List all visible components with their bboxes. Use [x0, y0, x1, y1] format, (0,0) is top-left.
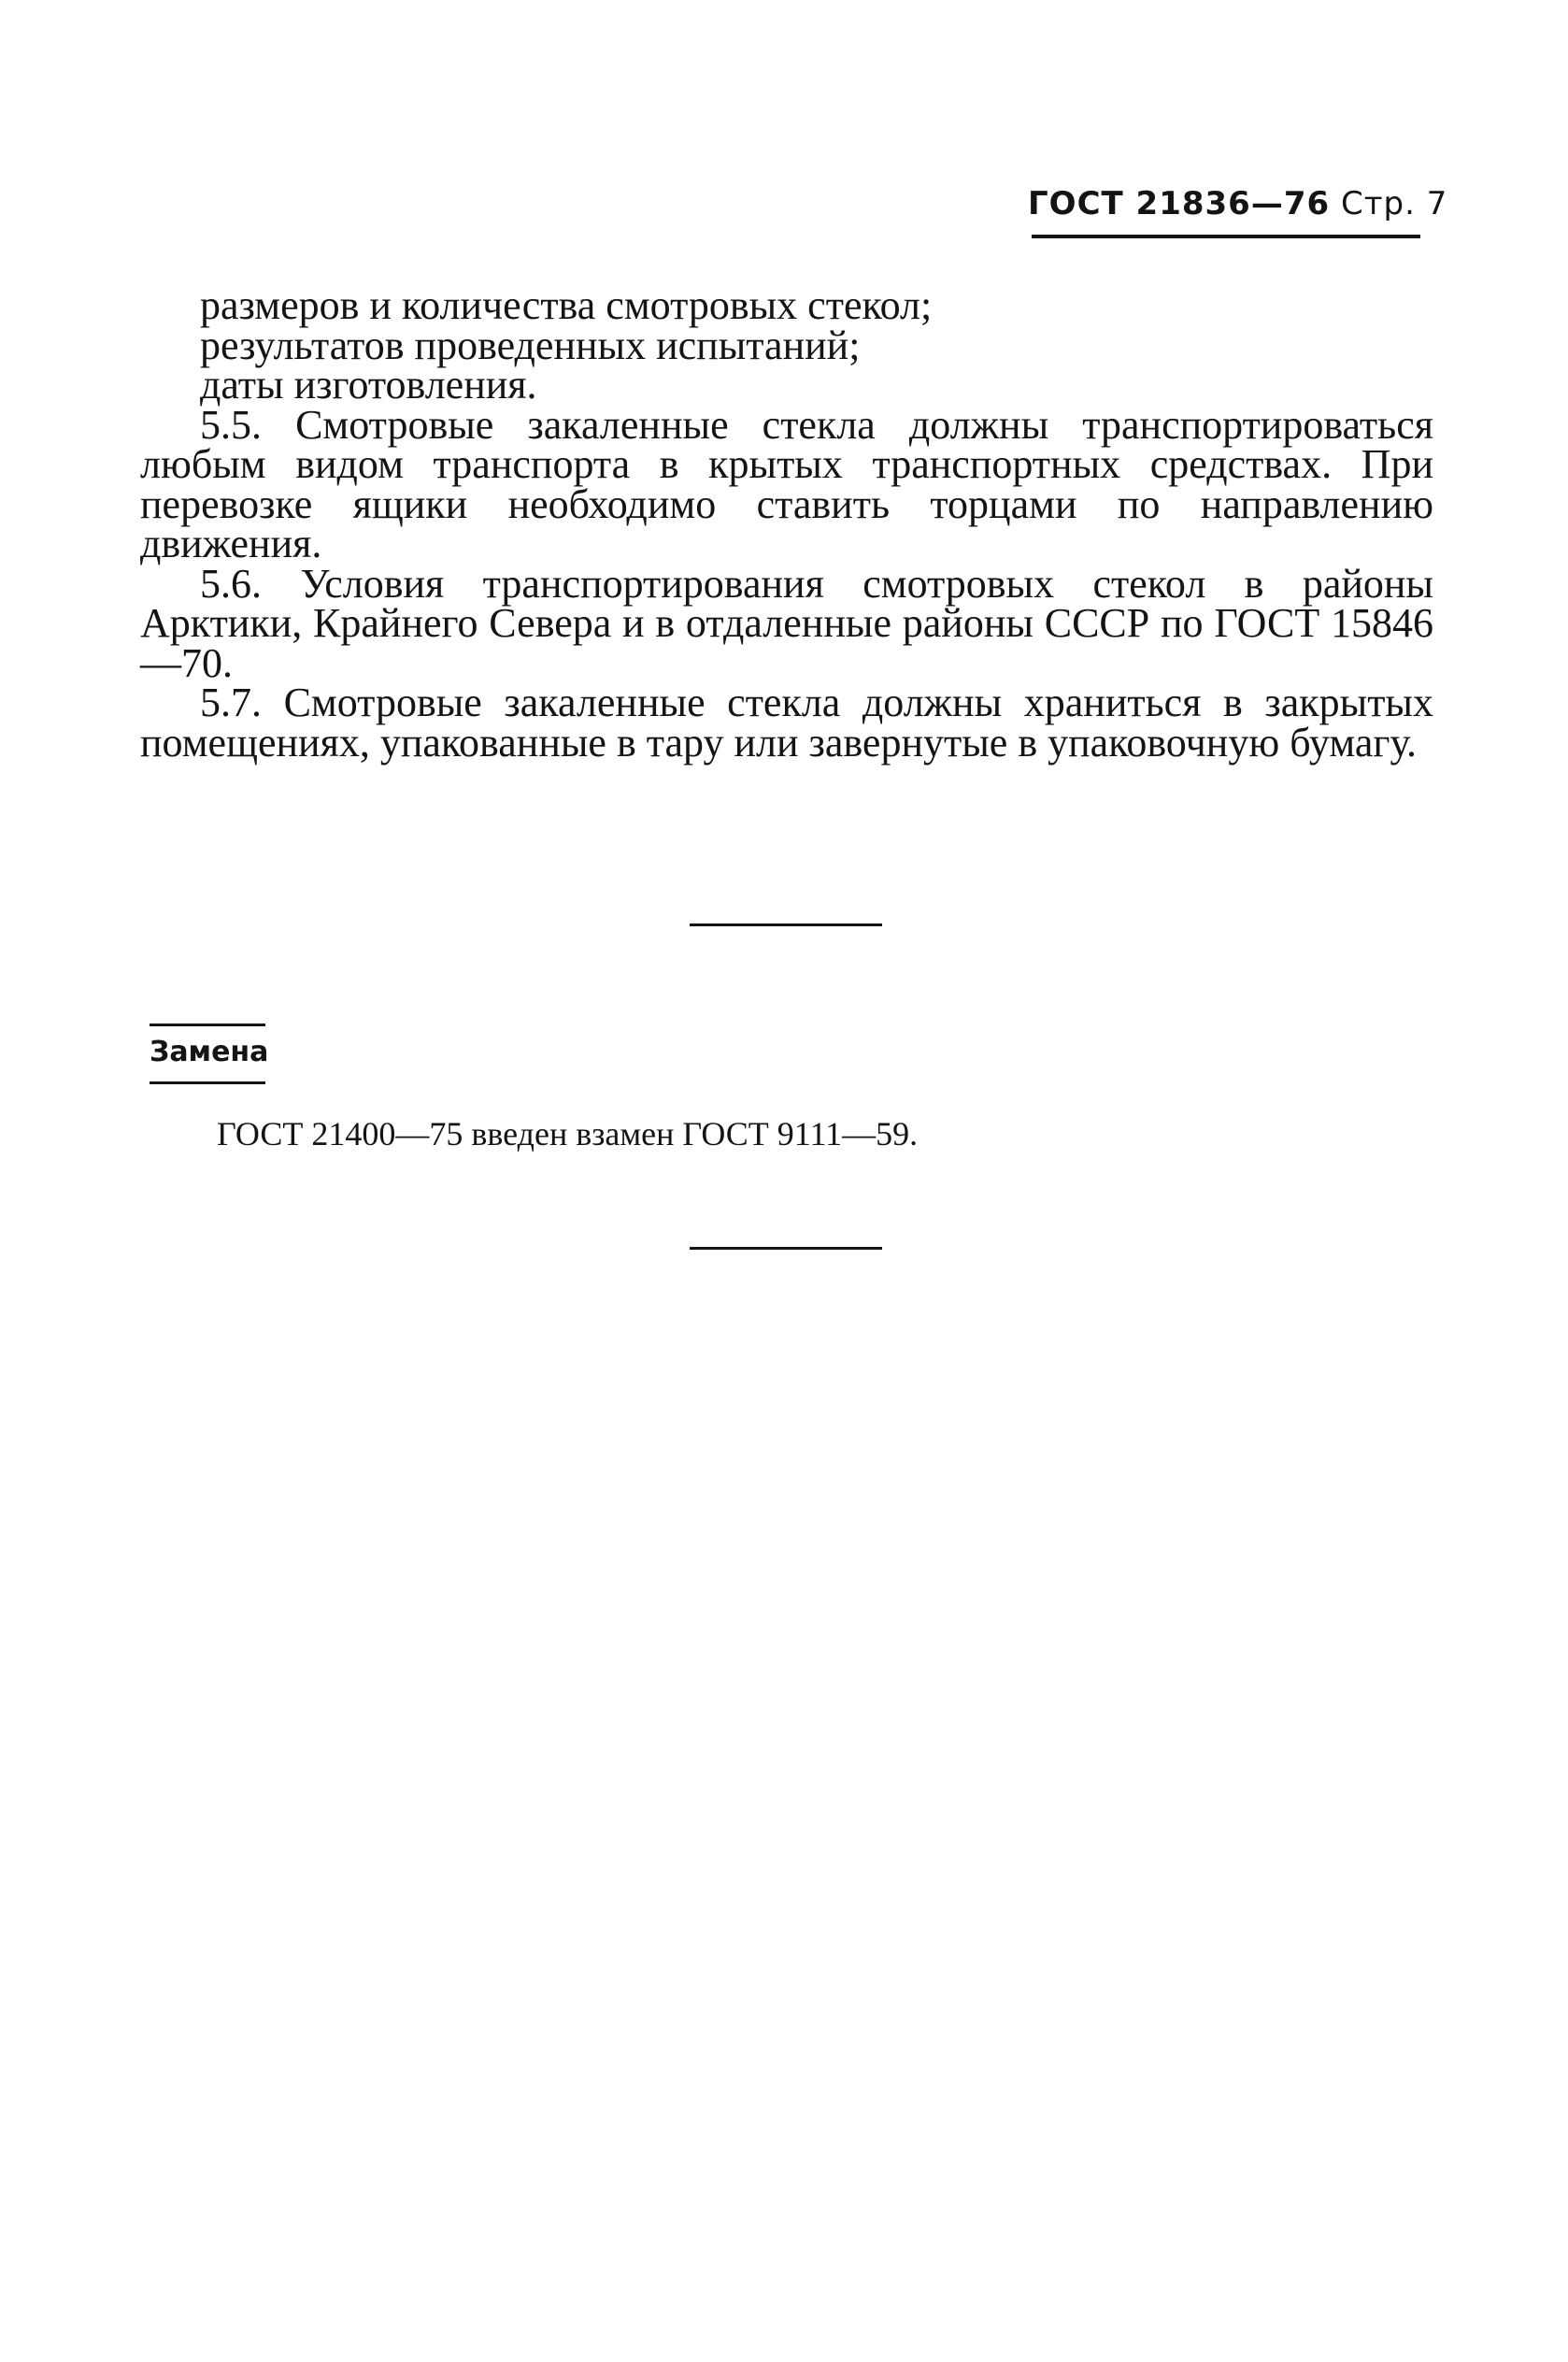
zamena-text: ГОСТ 21400—75 введен взамен ГОСТ 9111—59.: [217, 1115, 919, 1152]
running-header: [1028, 185, 1448, 222]
list-item-manufacture-date: даты изготовления.: [200, 362, 537, 408]
zamena-rule-bottom: [150, 1081, 265, 1084]
header-standard-number: ГОСТ 21836—76: [1028, 185, 1331, 222]
zamena-title: Замена: [150, 1036, 269, 1068]
clause-5-7: 5.7. Смотровые закаленные стекла должны храниться в закрытых помещениях, упакованные в тару или завернутые в упаковочную бумагу.: [140, 680, 1433, 766]
clause-5-6: 5.6. Условия транспортирования смотровых стекол в районы Арктики, Крайнего Севера и в отдаленные районы СССР по ГОСТ 15846—70.: [140, 560, 1433, 686]
list-item-sizes: размеров и количества смотровых стекол;: [200, 282, 933, 328]
section-separator-top: [690, 923, 882, 926]
header-page-number: Стр. 7: [1340, 185, 1448, 222]
header-rule: [1032, 235, 1420, 238]
list-item-test-results: результатов проведенных испытаний;: [200, 322, 861, 368]
body-text: [140, 282, 1433, 766]
clause-5-5: 5.5. Смотровые закаленные стекла должны транспортироваться любым видом транспорта в крытых транспортных средствах. При перевозке ящики необходимо ставить торцами по направлению движения.: [140, 401, 1433, 566]
section-separator-bottom: [690, 1247, 882, 1250]
zamena-rule-top: [150, 1024, 265, 1026]
